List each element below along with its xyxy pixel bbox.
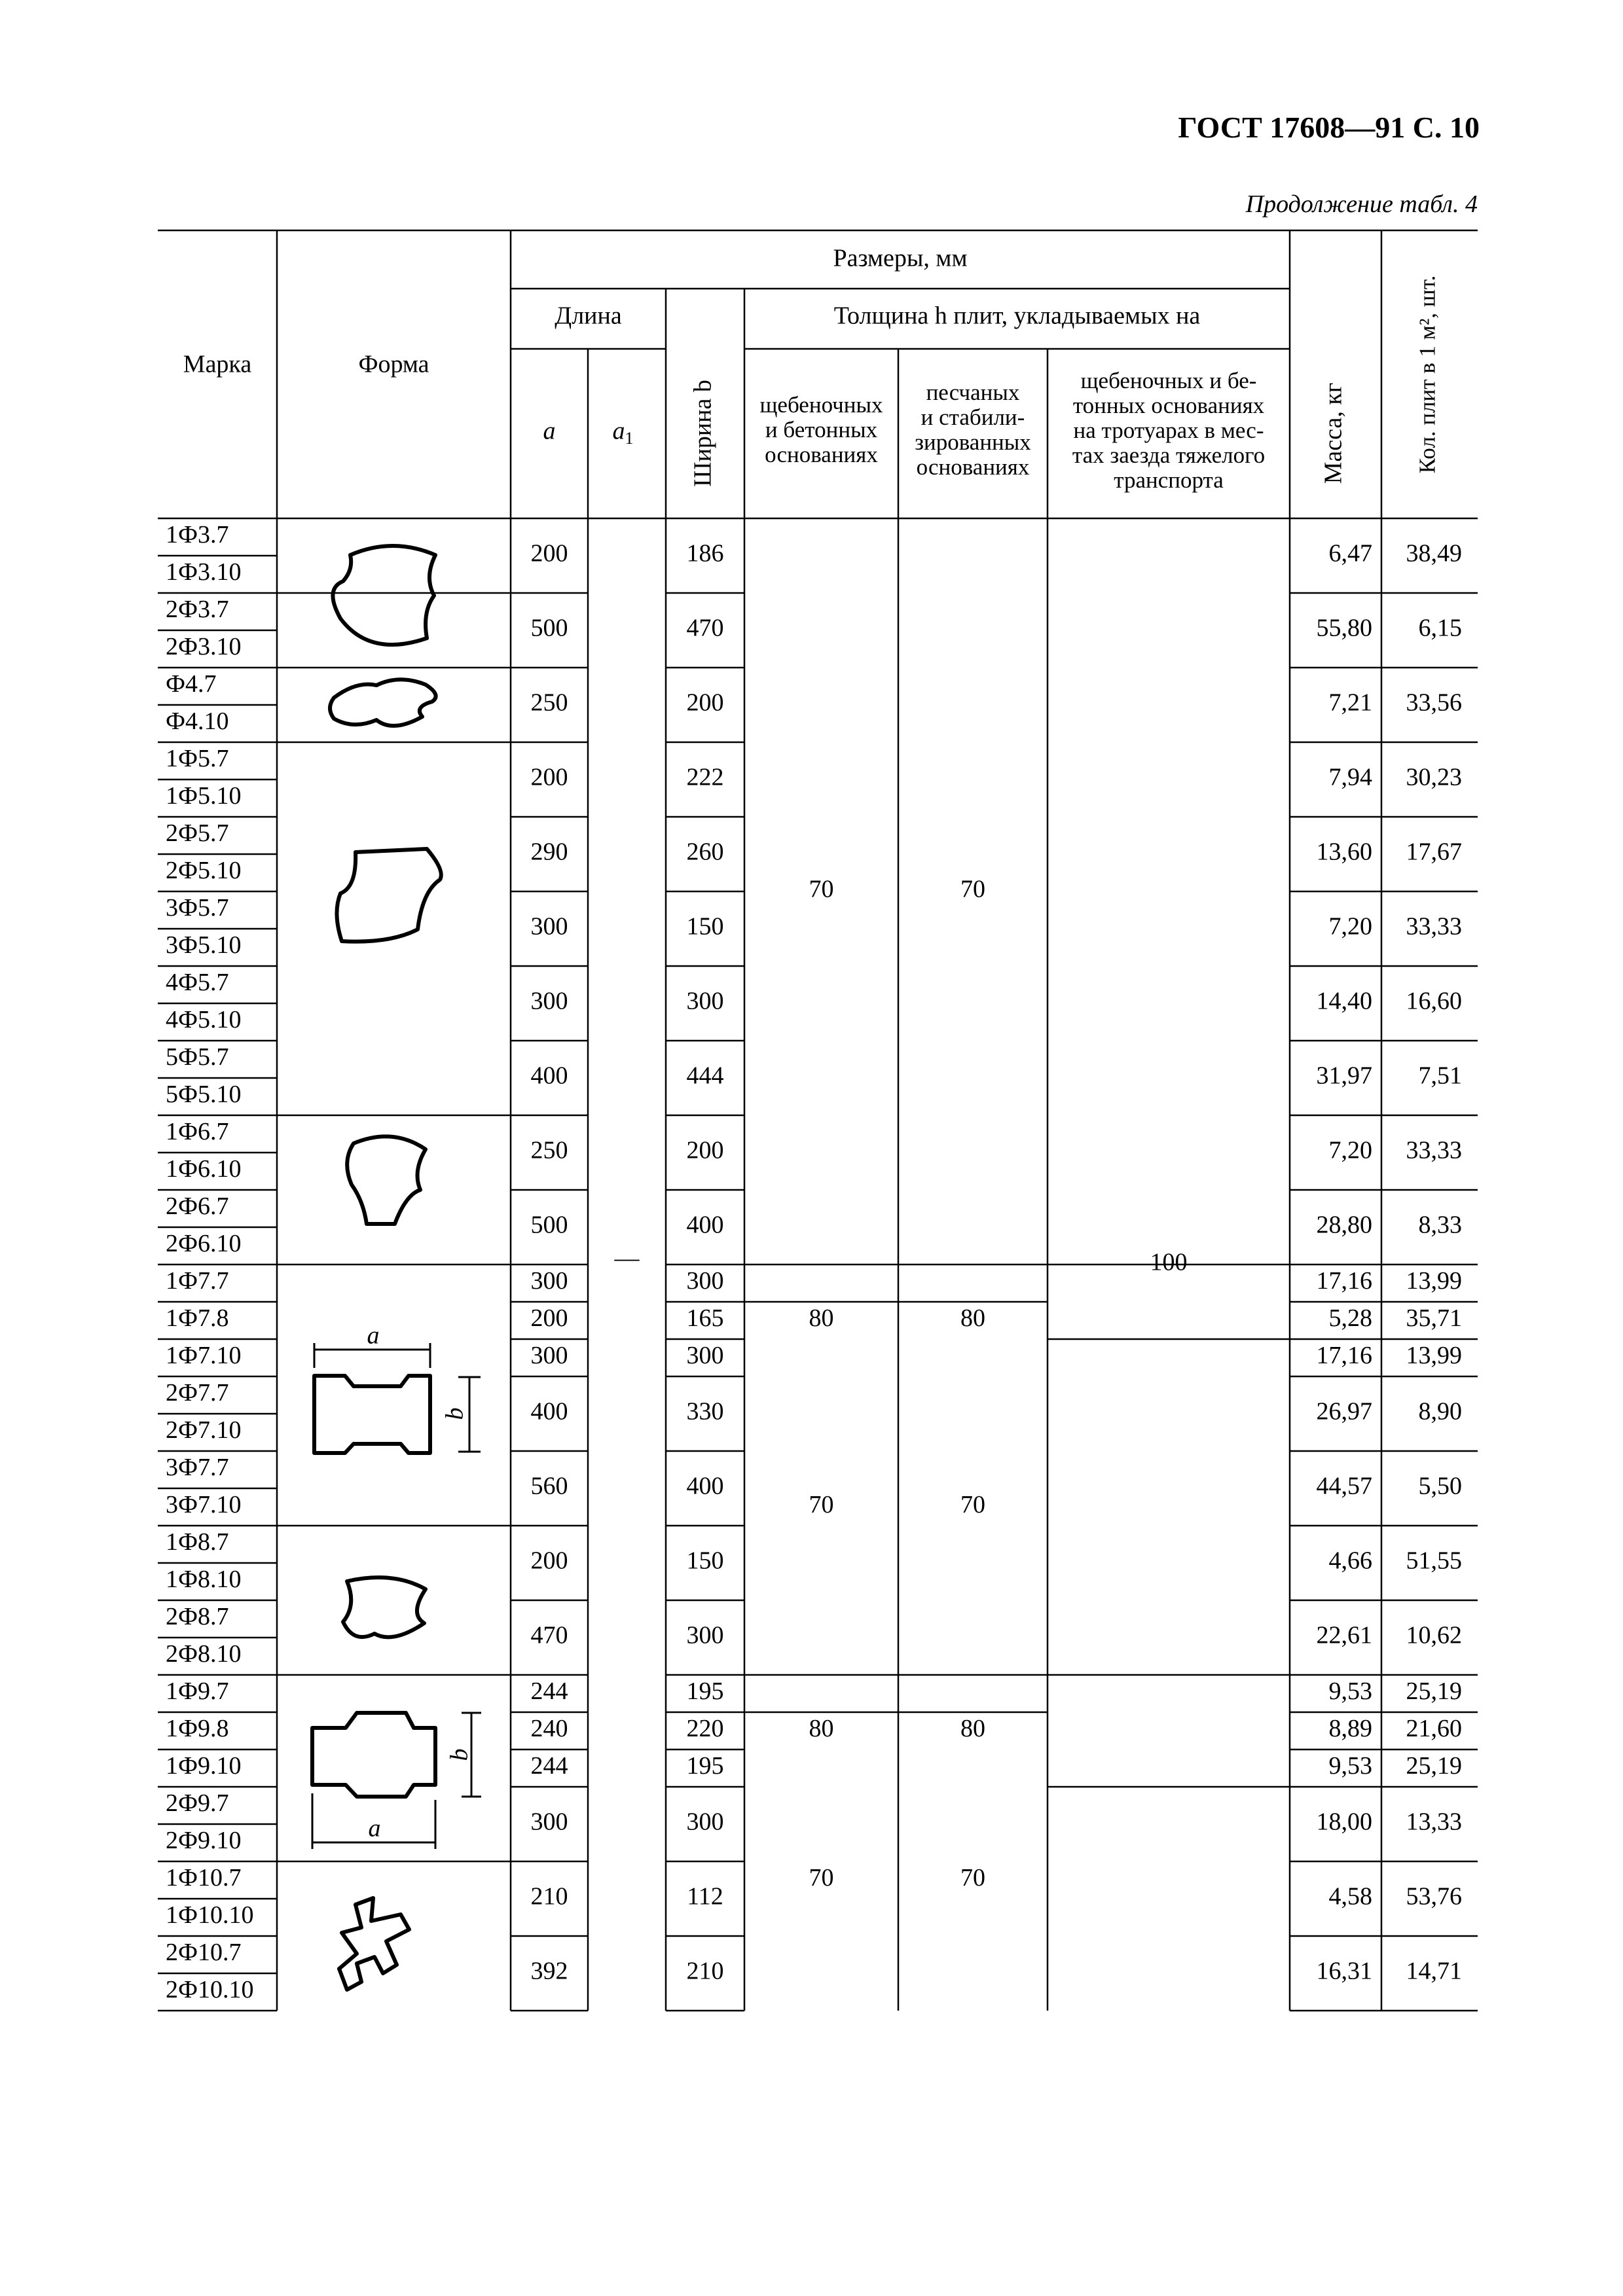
b-cell: 300 [686, 1342, 724, 1370]
marka-cell: 1Ф8.7 [166, 1528, 229, 1556]
plate-shape-icon [312, 1713, 435, 1797]
table-caption: Продолжение табл. 4 [1245, 190, 1478, 218]
header-dlina: Длина [555, 302, 622, 330]
header-sheb-line: щебеночных [759, 392, 883, 418]
b-cell: 300 [686, 1808, 724, 1836]
marka-cell: 2Ф5.7 [166, 819, 229, 848]
marka-cell: 3Ф5.10 [166, 931, 242, 960]
count-cell: 8,33 [1418, 1211, 1462, 1239]
marka-cell: Ф4.10 [166, 708, 229, 736]
dim-label-b: b [441, 1407, 469, 1420]
thick-pesch: 80 [960, 1715, 985, 1743]
thick-pesch: 70 [960, 875, 985, 903]
marka-cell: 2Ф10.7 [166, 1939, 242, 1967]
count-cell: 14,71 [1406, 1957, 1462, 1985]
mass-cell: 28,80 [1316, 1211, 1372, 1239]
count-cell: 21,60 [1406, 1715, 1462, 1743]
marka-cell: 3Ф7.10 [166, 1491, 242, 1519]
a-cell: 250 [530, 1136, 568, 1164]
b-cell: 300 [686, 987, 724, 1015]
mass-cell: 7,94 [1328, 763, 1372, 791]
header-tolshchina: Толщина h плит, укладываемых на [833, 302, 1201, 330]
a-cell: 244 [530, 1752, 568, 1780]
b-cell: 210 [686, 1957, 724, 1985]
mass-cell: 4,58 [1328, 1882, 1372, 1910]
mass-cell: 7,20 [1328, 912, 1372, 941]
b-cell: 200 [686, 1136, 724, 1164]
marka-cell: 1Ф3.7 [166, 521, 229, 549]
a-cell: 210 [530, 1882, 568, 1910]
header-trot-line: тонных основаниях [1072, 393, 1265, 419]
a-cell: 244 [530, 1677, 568, 1706]
a-cell: 200 [530, 539, 568, 567]
plate-shape-icon [333, 546, 435, 645]
b-cell: 150 [686, 1547, 724, 1575]
a-cell: 200 [530, 763, 568, 791]
marka-cell: 1Ф9.7 [166, 1677, 229, 1706]
a-cell: 560 [530, 1472, 568, 1500]
marka-cell: 2Ф5.10 [166, 857, 242, 885]
plate-shape-icon [330, 679, 436, 726]
header-a: a [543, 417, 556, 445]
b-cell: 200 [686, 689, 724, 717]
a-cell: 470 [530, 1621, 568, 1649]
b-cell: 150 [686, 912, 724, 941]
thick-pesch: 80 [960, 1304, 985, 1333]
count-cell: 33,56 [1406, 689, 1462, 717]
b-cell: 220 [686, 1715, 724, 1743]
count-cell: 53,76 [1406, 1882, 1462, 1910]
count-cell: 13,99 [1406, 1342, 1462, 1370]
b-cell: 165 [686, 1304, 724, 1333]
b-cell: 222 [686, 763, 724, 791]
header-shirina: Ширина b [689, 380, 717, 487]
marka-cell: 1Ф10.10 [166, 1901, 254, 1929]
mass-cell: 7,20 [1328, 1136, 1372, 1164]
header-kol: Кол. плит в 1 м², шт. [1414, 275, 1440, 474]
marka-cell: 1Ф8.10 [166, 1566, 242, 1594]
count-cell: 35,71 [1406, 1304, 1462, 1333]
count-cell: 6,15 [1418, 614, 1462, 642]
a-cell: 300 [530, 912, 568, 941]
marka-cell: 4Ф5.10 [166, 1006, 242, 1034]
mass-cell: 7,21 [1328, 689, 1372, 717]
marka-cell: 2Ф8.10 [166, 1640, 242, 1668]
header-sheb-line: основаниях [765, 442, 878, 468]
marka-cell: 2Ф9.7 [166, 1789, 229, 1818]
mass-cell: 22,61 [1316, 1621, 1372, 1649]
page-header: ГОСТ 17608—91 С. 10 [1178, 111, 1480, 144]
marka-cell: 1Ф5.10 [166, 782, 242, 810]
b-cell: 400 [686, 1211, 724, 1239]
thick-sheb: 70 [809, 1491, 834, 1519]
mass-cell: 9,53 [1328, 1752, 1372, 1780]
mass-cell: 5,28 [1328, 1304, 1372, 1333]
header-trot-line: транспорта [1114, 467, 1224, 493]
a-cell: 392 [530, 1957, 568, 1985]
a-cell: 300 [530, 987, 568, 1015]
thick-trotuar: 100 [1150, 1248, 1188, 1276]
a-cell: 500 [530, 1211, 568, 1239]
b-cell: 195 [686, 1677, 724, 1706]
mass-cell: 17,16 [1316, 1267, 1372, 1295]
count-cell: 33,33 [1406, 912, 1462, 941]
count-cell: 17,67 [1406, 838, 1462, 866]
header-massa: Масса, кг [1319, 382, 1347, 484]
b-cell: 400 [686, 1472, 724, 1500]
mass-cell: 6,47 [1328, 539, 1372, 567]
marka-cell: 3Ф7.7 [166, 1454, 229, 1482]
a-cell: 240 [530, 1715, 568, 1743]
marka-cell: 2Ф3.7 [166, 596, 229, 624]
marka-cell: 2Ф3.10 [166, 633, 242, 661]
marka-cell: 2Ф10.10 [166, 1976, 254, 2004]
mass-cell: 31,97 [1316, 1062, 1372, 1090]
count-cell: 16,60 [1406, 987, 1462, 1015]
count-cell: 30,23 [1406, 763, 1462, 791]
a-cell: 400 [530, 1062, 568, 1090]
marka-cell: 1Ф6.7 [166, 1118, 229, 1146]
plate-shape-icon [343, 1577, 426, 1637]
count-cell: 51,55 [1406, 1547, 1462, 1575]
header-a1: $a_1$ [612, 417, 634, 448]
marka-cell: 1Ф9.8 [166, 1715, 229, 1743]
thick-sheb: 70 [809, 875, 834, 903]
thick-pesch: 70 [960, 1491, 985, 1519]
header-razmery: Размеры, мм [833, 244, 968, 272]
b-cell: 195 [686, 1752, 724, 1780]
header-sheb-line: и бетонных [765, 417, 878, 443]
a-cell: 500 [530, 614, 568, 642]
mass-cell: 9,53 [1328, 1677, 1372, 1706]
b-cell: 300 [686, 1621, 724, 1649]
b-cell: 300 [686, 1267, 724, 1295]
mass-cell: 14,40 [1316, 987, 1372, 1015]
thick-sheb: 80 [809, 1304, 834, 1333]
count-cell: 5,50 [1418, 1472, 1462, 1500]
marka-cell: 1Ф6.10 [166, 1155, 242, 1183]
marka-cell: 5Ф5.7 [166, 1043, 229, 1071]
mass-cell: 26,97 [1316, 1397, 1372, 1426]
mass-cell: 8,89 [1328, 1715, 1372, 1743]
mass-cell: 4,66 [1328, 1547, 1372, 1575]
marka-cell: 2Ф6.7 [166, 1193, 229, 1221]
marka-cell: 1Ф3.10 [166, 558, 242, 586]
a-cell: 300 [530, 1267, 568, 1295]
marka-cell: 1Ф7.8 [166, 1304, 229, 1333]
thick-sheb: 70 [809, 1864, 834, 1892]
marka-cell: 1Ф9.10 [166, 1752, 242, 1780]
a-cell: 290 [530, 838, 568, 866]
count-cell: 7,51 [1418, 1062, 1462, 1090]
marka-cell: Ф4.7 [166, 670, 217, 698]
marka-cell: 5Ф5.10 [166, 1081, 242, 1109]
marka-cell: 1Ф10.7 [166, 1864, 242, 1892]
thick-sheb: 80 [809, 1715, 834, 1743]
a-cell: 400 [530, 1397, 568, 1426]
a-cell: 200 [530, 1304, 568, 1333]
count-cell: 10,62 [1406, 1621, 1462, 1649]
a-cell: 300 [530, 1808, 568, 1836]
mass-cell: 16,31 [1316, 1957, 1372, 1985]
b-cell: 186 [686, 539, 724, 567]
count-cell: 38,49 [1406, 539, 1462, 567]
dim-label-a: a [367, 1321, 380, 1350]
plate-shape-icon [337, 849, 441, 942]
header-forma: Форма [358, 350, 429, 378]
dim-label-a: a [368, 1814, 381, 1842]
marka-cell: 2Ф9.10 [166, 1827, 242, 1855]
plate-shape-icon [347, 1136, 426, 1224]
mass-cell: 44,57 [1316, 1472, 1372, 1500]
marka-cell: 2Ф6.10 [166, 1230, 242, 1258]
plate-shape-icon [314, 1376, 430, 1453]
b-cell: 330 [686, 1397, 724, 1426]
header-pesch-line: зированных [915, 429, 1031, 456]
count-cell: 33,33 [1406, 1136, 1462, 1164]
mass-cell: 18,00 [1316, 1808, 1372, 1836]
marka-cell: 1Ф5.7 [166, 745, 229, 773]
count-cell: 25,19 [1406, 1677, 1462, 1706]
marka-cell: 2Ф8.7 [166, 1603, 229, 1631]
mass-cell: 13,60 [1316, 838, 1372, 866]
header-trot-line: на тротуарах в мес- [1073, 418, 1264, 444]
marka-cell: 2Ф7.10 [166, 1416, 242, 1444]
header-pesch-line: основаниях [916, 454, 1030, 480]
mass-cell: 55,80 [1316, 614, 1372, 642]
header-pesch-line: и стабили- [921, 404, 1025, 431]
header-trot-line: тах заезда тяжелого [1072, 442, 1266, 469]
mass-cell: 17,16 [1316, 1342, 1372, 1370]
marka-cell: 3Ф5.7 [166, 894, 229, 922]
marka-cell: 2Ф7.7 [166, 1379, 229, 1407]
count-cell: 8,90 [1418, 1397, 1462, 1426]
a-cell: 200 [530, 1547, 568, 1575]
count-cell: 13,33 [1406, 1808, 1462, 1836]
marka-cell: 1Ф7.10 [166, 1342, 242, 1370]
b-cell: 470 [686, 614, 724, 642]
b-cell: 112 [687, 1882, 723, 1910]
count-cell: 25,19 [1406, 1752, 1462, 1780]
marka-cell: 1Ф7.7 [166, 1267, 229, 1295]
count-cell: 13,99 [1406, 1267, 1462, 1295]
header-marka: Марка [183, 350, 252, 378]
b-cell: 260 [686, 838, 724, 866]
header-trot-line: щебеночных и бе- [1080, 368, 1257, 394]
b-cell: 444 [686, 1062, 724, 1090]
header-pesch-line: песчаных [926, 380, 1020, 406]
dim-label-b: b [445, 1748, 473, 1761]
a-cell: 300 [530, 1342, 568, 1370]
a1-dash: — [614, 1244, 640, 1272]
marka-cell: 4Ф5.7 [166, 969, 229, 997]
plate-shape-icon [339, 1898, 409, 1990]
a-cell: 250 [530, 689, 568, 717]
thick-pesch: 70 [960, 1864, 985, 1892]
